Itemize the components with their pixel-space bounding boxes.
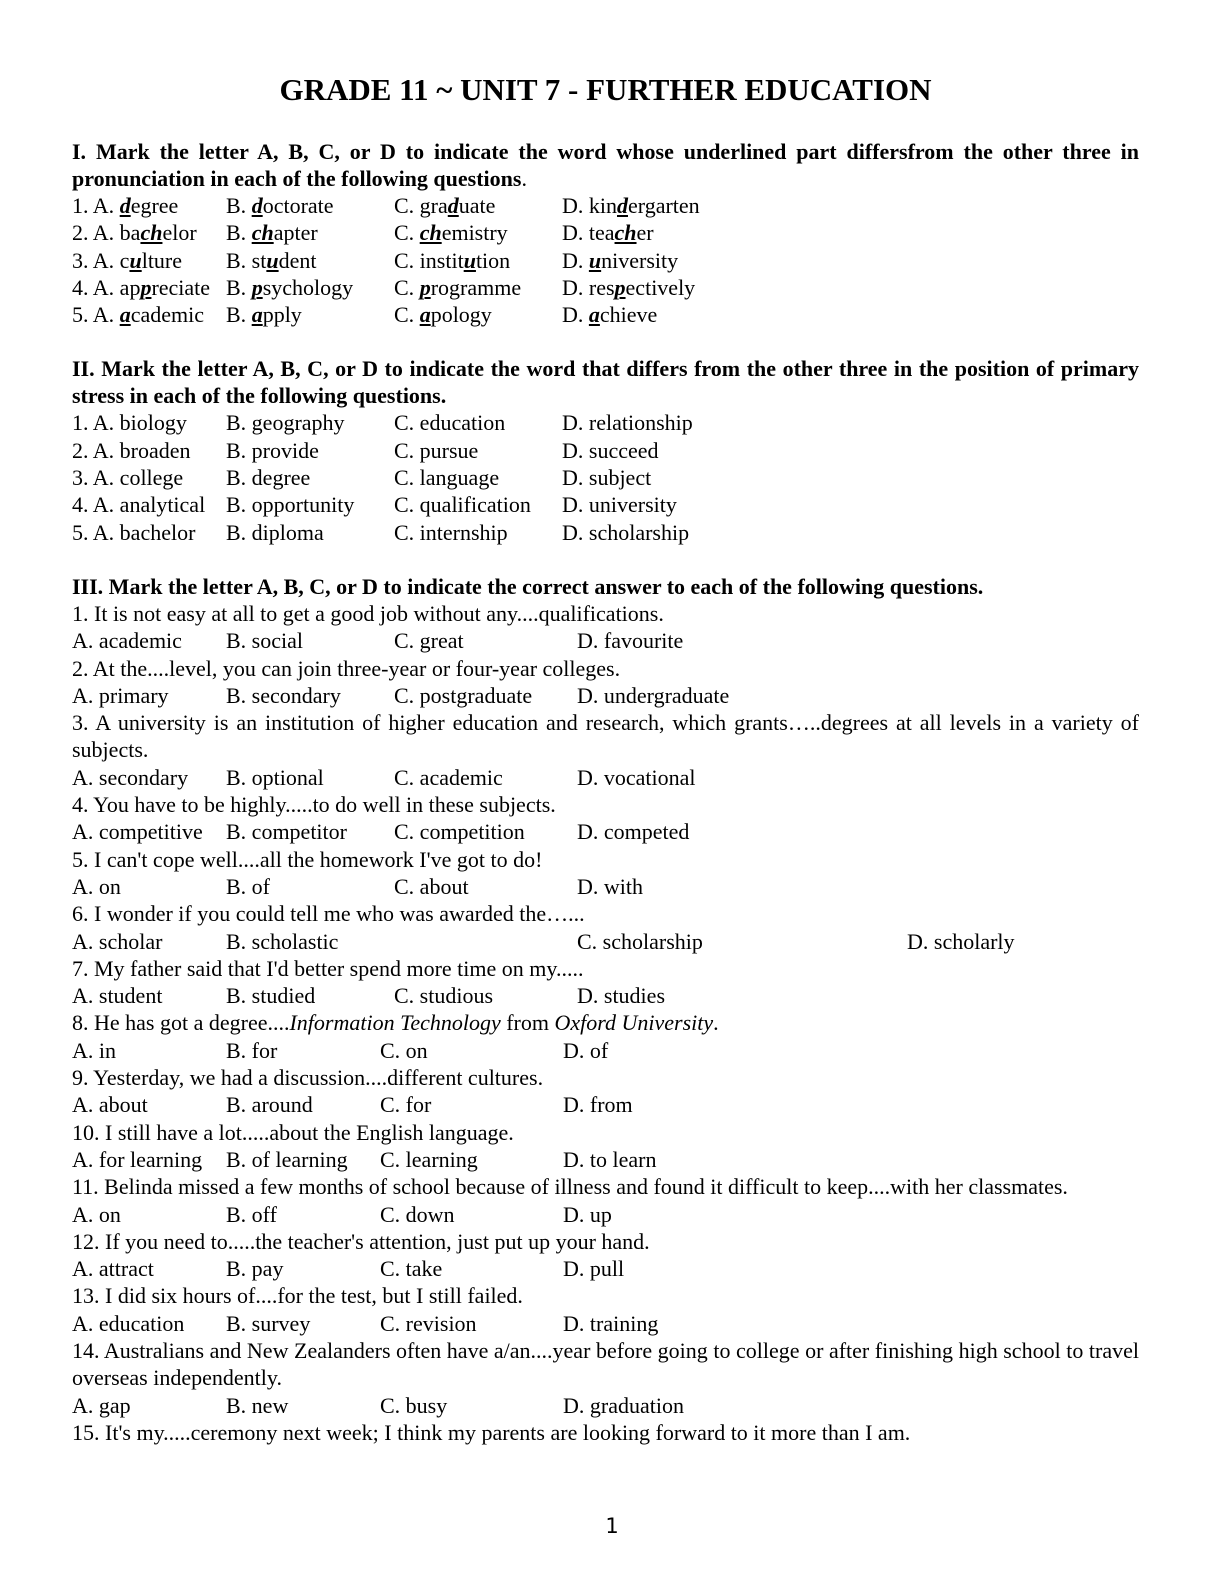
option-b: B. doctorate xyxy=(226,193,334,218)
question-11: 11. Belinda missed a few months of school because of illness and found it difficult to keep....with her classmates. xyxy=(72,1174,1068,1200)
options-9: A. about B. around C. for D. from xyxy=(72,1092,633,1118)
question-9: 9. Yesterday, we had a discussion....different cultures. xyxy=(72,1065,544,1091)
options-13: A. education B. survey C. revision D. training xyxy=(72,1310,659,1336)
option-d: D. university xyxy=(562,492,677,518)
stress-row xyxy=(72,519,1139,546)
option-c: C. qualification xyxy=(394,492,531,518)
options-1: A. academic B. social C. great D. favourite xyxy=(72,628,684,654)
question-5: 5. I can't cope well....all the homework I've got to do! xyxy=(72,846,543,872)
option-b: B. psychology xyxy=(226,274,354,300)
pronunciation-row xyxy=(72,274,1139,301)
options-7: A. student B. studied C. studious D. studies xyxy=(72,983,665,1009)
option-d: D. relationship xyxy=(562,410,693,436)
option-c: C. graduate xyxy=(394,193,496,218)
options-11: A. on B. off C. down D. up xyxy=(72,1201,612,1227)
option-d: D. university xyxy=(562,247,679,273)
stress-row xyxy=(72,491,1139,518)
option-b: B. student xyxy=(226,247,317,273)
question-13: 13. I did six hours of....for the test, but I still failed. xyxy=(72,1283,523,1309)
options-10: A. for learning B. of learning C. learning D. to learn xyxy=(72,1146,657,1172)
option-b: B. chapter xyxy=(226,220,318,246)
pronunciation-row xyxy=(72,301,1139,328)
option-b: B. apply xyxy=(226,302,302,328)
option-d: D. kindergarten xyxy=(562,193,700,218)
option-d: D. subject xyxy=(562,465,652,491)
options-12: A. attract B. pay C. take D. pull xyxy=(72,1256,625,1282)
stress-row xyxy=(72,464,1139,491)
section-2-rows xyxy=(72,409,1139,545)
pronunciation-row xyxy=(72,219,1139,246)
option-c: C. programme xyxy=(394,274,522,300)
option-a: 4. A. analytical xyxy=(72,492,206,518)
option-a: 2. A. broaden xyxy=(72,437,191,463)
pronunciation-row xyxy=(72,192,1139,219)
option-a: 5. A. academic xyxy=(72,302,204,328)
section-3-heading: III. Mark the letter A, B, C, or D to indicate the correct answer to each of the following questions. xyxy=(72,573,984,599)
option-a: 5. A. bachelor xyxy=(72,519,196,545)
options-5: A. on B. of C. about D. with xyxy=(72,873,643,899)
option-b: B. diploma xyxy=(226,519,324,545)
question-14: 14. Australians and New Zealanders often have a/an....year before going to college or after finishing high school to travel overseas independently. xyxy=(72,1337,1139,1391)
question-4: 4. You have to be highly.....to do well in these subjects. xyxy=(72,792,556,818)
option-b: B. degree xyxy=(226,465,311,491)
option-a: 1. A. degree xyxy=(72,193,179,218)
option-d: D. succeed xyxy=(562,437,659,463)
option-d: D. teacher xyxy=(562,220,654,246)
question-2: 2. At the....level, you can join three-year or four-year colleges. xyxy=(72,655,621,681)
question-10: 10. I still have a lot.....about the English language. xyxy=(72,1119,514,1145)
option-c: C. education xyxy=(394,410,506,436)
question-1: 1. It is not easy at all to get a good job without any....qualifications. xyxy=(72,600,664,626)
option-a: 4. A. appreciate xyxy=(72,274,211,300)
option-c: C. language xyxy=(394,465,500,491)
options-14: A. gap B. new C. busy D. graduation xyxy=(72,1392,684,1418)
option-c: C. institution xyxy=(394,247,511,273)
option-a: 3. A. culture xyxy=(72,247,183,273)
option-a: 3. A. college xyxy=(72,465,184,491)
option-c: C. chemistry xyxy=(394,220,508,246)
option-d: D. achieve xyxy=(562,302,658,328)
question-3: 3. A university is an institution of higher education and research, which grants…..degrees at all levels in a variety of subjects. xyxy=(72,710,1139,763)
options-2: A. primary B. secondary C. postgraduate D. undergraduate xyxy=(72,682,730,708)
option-c: C. internship xyxy=(394,519,508,545)
options-4: A. competitive B. competitor C. competition D. competed xyxy=(72,819,690,845)
options-6: A. scholar B. scholastic C. scholarship D. scholarly xyxy=(72,928,1015,954)
option-d: D. scholarship xyxy=(562,519,690,545)
page-number: 1 xyxy=(605,1514,619,1538)
option-c: C. apology xyxy=(394,302,492,328)
page-title: GRADE 11 ~ UNIT 7 - FURTHER EDUCATION xyxy=(279,72,932,107)
options-3: A. secondary B. optional C. academic D. vocational xyxy=(72,764,696,790)
section-2-heading: II. Mark the letter A, B, C, or D to indicate the word that differs from the other three in the position of primary stress in each of the following questions. xyxy=(72,356,1139,409)
option-a: 2. A. bachelor xyxy=(72,220,197,246)
question-15: 15. It's my.....ceremony next week; I think my parents are looking forward to it more than I am. xyxy=(72,1419,911,1445)
section-1-heading: I. Mark the letter A, B, C, or D to indicate the word whose underlined part differsfrom the other three in pronunciation in each of the following questions. xyxy=(72,139,1139,191)
option-c: C. pursue xyxy=(394,437,479,463)
worksheet-page xyxy=(72,72,1139,1446)
option-b: B. geography xyxy=(226,410,345,436)
option-b: B. provide xyxy=(226,437,319,463)
question-8: 8. He has got a degree....Information Technology from Oxford University. xyxy=(72,1010,719,1036)
question-7: 7. My father said that I'd better spend more time on my..... xyxy=(72,955,584,981)
option-a: 1. A. biology xyxy=(72,410,187,436)
stress-row xyxy=(72,437,1139,464)
section-1-rows xyxy=(72,192,1139,328)
options-8: A. in B. for C. on D. of xyxy=(72,1037,609,1063)
question-6: 6. I wonder if you could tell me who was awarded the…... xyxy=(72,901,585,927)
question-12: 12. If you need to.....the teacher's attention, just put up your hand. xyxy=(72,1228,650,1254)
option-b: B. opportunity xyxy=(226,492,355,518)
stress-row xyxy=(72,409,1139,436)
pronunciation-row xyxy=(72,247,1139,274)
option-d: D. respectively xyxy=(562,274,696,300)
